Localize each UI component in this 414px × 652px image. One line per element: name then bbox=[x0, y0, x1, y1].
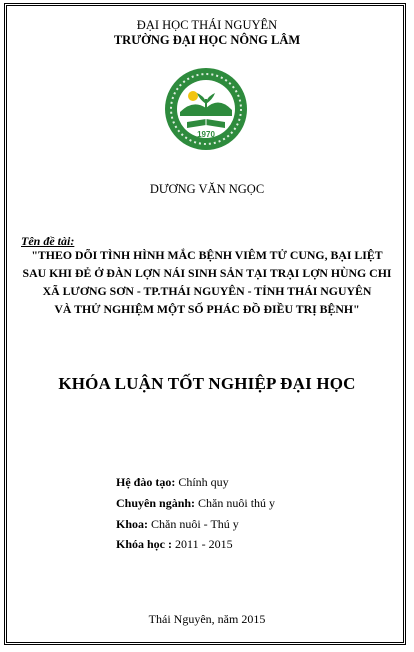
info-key: Khoa: bbox=[116, 517, 149, 531]
university-name: ĐẠI HỌC THÁI NGUYÊN bbox=[136, 18, 278, 32]
info-value: Chăn nuôi thú y bbox=[195, 496, 276, 510]
topic-label: Tên đề tài: bbox=[21, 234, 75, 248]
topic-line: VÀ THỬ NGHIỆM MỘT SỐ PHÁC ĐỒ ĐIỀU TRỊ BỆNH" bbox=[54, 302, 360, 316]
info-value: Chính quy bbox=[175, 475, 229, 489]
thesis-type-title: KHÓA LUẬN TỐT NGHIỆP ĐẠI HỌC bbox=[58, 374, 356, 393]
info-major bbox=[116, 496, 275, 511]
logo-year: 1970 bbox=[197, 130, 215, 139]
place-and-year: Thái Nguyên, năm 2015 bbox=[148, 612, 266, 626]
school-name: TRƯỜNG ĐẠI HỌC NÔNG LÂM bbox=[113, 33, 301, 47]
author-name: DƯƠNG VĂN NGỌC bbox=[149, 182, 265, 196]
info-course bbox=[116, 537, 233, 552]
info-faculty bbox=[116, 517, 239, 532]
university-seal-icon bbox=[163, 66, 249, 152]
info-value: 2011 - 2015 bbox=[172, 537, 233, 551]
info-key: Khóa học : bbox=[116, 537, 173, 551]
info-training-system bbox=[116, 475, 229, 490]
topic-line: SAU KHI ĐẺ Ở ĐÀN LỢN NÁI SINH SẢN TẠI TRẠI LỢN HÙNG CHI bbox=[22, 266, 392, 280]
info-key: Hệ đào tạo: bbox=[116, 475, 176, 489]
info-value: Chăn nuôi - Thú y bbox=[148, 517, 239, 531]
info-key: Chuyên ngành: bbox=[116, 496, 196, 510]
topic-line: "THEO DÕI TÌNH HÌNH MẮC BỆNH VIÊM TỬ CUNG, BẠI LIỆT bbox=[31, 248, 383, 262]
topic-line: XÃ LƯƠNG SƠN - TP.THÁI NGUYÊN - TỈNH THÁI NGUYÊN bbox=[42, 284, 372, 298]
